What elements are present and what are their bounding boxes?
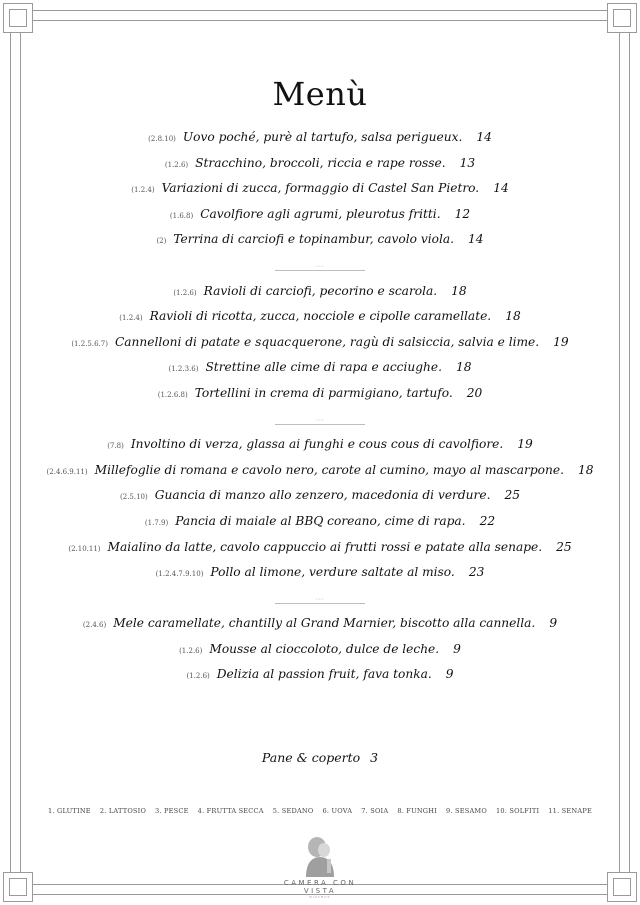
divider-ornament-icon <box>275 603 365 604</box>
allergen-legend-item: 5. SEDANO <box>272 807 314 815</box>
allergen-legend-item: 9. SESAMO <box>446 807 487 815</box>
menu-item <box>30 437 610 463</box>
item-price: 19 <box>553 334 569 349</box>
menu-item <box>30 616 610 642</box>
item-price: 14 <box>468 232 484 247</box>
menu-item <box>30 540 610 566</box>
item-price: 20 <box>466 385 483 400</box>
allergen-legend-item: 6. UOVA <box>322 807 353 815</box>
menu-item <box>30 667 610 693</box>
item-price: 18 <box>505 309 521 324</box>
allergen-legend-item: 8. FUNGHI <box>397 807 438 815</box>
item-allergens: (1.7.9) <box>144 518 169 527</box>
menu-item <box>30 565 610 591</box>
item-name: Cannelloni di patate e squacquerone, ragù di salsiccia, salvia e lime. <box>114 334 540 349</box>
brand-logo <box>270 835 370 899</box>
brand-tagline: BISTROT <box>309 895 331 899</box>
item-name: Uovo poché, purè al tartufo, salsa perigueux. <box>182 130 463 144</box>
item-allergens: (1.2.5.6.7) <box>71 339 108 348</box>
item-name: Variazioni di zucca, formaggio di Castel San Pietro. <box>161 181 480 196</box>
item-allergens: (2.4.6) <box>82 621 107 630</box>
item-allergens: (2.8.10) <box>148 135 176 143</box>
item-allergens: (1.6.8) <box>169 211 194 220</box>
item-name: Tortellini in crema di parmigiano, tartufo. <box>194 385 453 400</box>
item-price: 25 <box>504 488 520 503</box>
item-price: 22 <box>479 513 496 528</box>
menu-item <box>30 309 610 335</box>
corner-ornament-top-right <box>607 3 637 33</box>
item-name: Millefoglie di romana e cavolo nero, carote al cumino, mayo al mascarpone. <box>94 462 564 477</box>
brand-name: CAMERA CON VISTA <box>283 879 357 895</box>
corner-ornament-bottom-right <box>607 872 637 902</box>
item-name: Delizia al passion fruit, fava tonka. <box>216 667 432 682</box>
section-divider <box>30 591 610 617</box>
menu-item <box>30 463 610 489</box>
cover-label: Pane & coperto <box>261 750 361 765</box>
allergen-legend-item: 2. LATTOSIO <box>99 807 147 815</box>
item-price: 25 <box>556 539 572 554</box>
item-name: Pollo al limone, verdure saltate al miso. <box>210 565 455 580</box>
item-allergens: (1.2.6) <box>164 160 189 169</box>
item-allergens: (1.2.6.8) <box>157 390 188 399</box>
divider-ornament-icon <box>275 424 365 425</box>
item-allergens: (2.5.10) <box>120 493 148 502</box>
item-allergens: (7.8) <box>107 442 124 451</box>
page-title: Menù <box>272 75 368 114</box>
item-name: Maialino da latte, cavolo cappuccio ai frutti rossi e patate alla senape. <box>107 539 543 554</box>
item-allergens: (2.10.11) <box>68 544 101 553</box>
menu-item <box>30 181 610 207</box>
item-allergens: (1.2.6) <box>173 288 197 297</box>
item-price: 9 <box>549 616 558 631</box>
item-price: 14 <box>476 130 492 144</box>
item-name: Terrina di carciofi e topinambur, cavolo viola. <box>173 232 455 247</box>
menu-item <box>30 642 610 668</box>
item-name: Mousse al cioccoloto, dulce de leche. <box>209 641 440 656</box>
corner-ornament-bottom-left <box>3 872 33 902</box>
item-name: Guancia di manzo allo zenzero, macedonia di verdure. <box>154 488 491 503</box>
menu-list <box>30 130 610 693</box>
item-allergens: (1.2.6) <box>179 646 203 655</box>
item-allergens: (1.2.6) <box>186 672 210 681</box>
item-name: Strettine alle cime di rapa e acciughe. <box>205 360 442 375</box>
allergen-legend-item: 4. FRUTTA SECCA <box>197 807 264 815</box>
menu-item <box>30 488 610 514</box>
item-name: Cavolfiore agli agrumi, pleurotus fritti. <box>200 206 441 221</box>
item-name: Mele caramellate, chantilly al Grand Marnier, biscotto alla cannella. <box>113 616 536 631</box>
item-price: 9 <box>453 641 461 656</box>
allergen-legend-item: 10. SOLFITI <box>496 807 540 815</box>
item-allergens: (1.2.3.6) <box>168 365 199 374</box>
section-divider <box>30 258 610 284</box>
item-price: 18 <box>577 462 594 477</box>
allergen-legend <box>48 807 592 815</box>
allergen-legend-item: 3. PESCE <box>155 807 189 815</box>
menu-item <box>30 284 610 310</box>
item-price: 13 <box>459 155 476 170</box>
item-name: Stracchino, broccoli, riccia e rape rosse. <box>195 155 446 170</box>
allergen-legend-item: 7. SOIA <box>361 807 389 815</box>
item-name: Involtino di verza, glassa ai funghi e cous cous di cavolfiore. <box>130 437 504 452</box>
item-price: 18 <box>455 360 472 375</box>
menu-item <box>30 232 610 258</box>
item-allergens: (1.2.4) <box>119 314 143 323</box>
menu-item <box>30 386 610 412</box>
item-price: 14 <box>493 181 509 196</box>
allergen-legend-item: 1. GLUTINE <box>48 807 91 815</box>
portrait-logo-icon <box>300 835 340 877</box>
corner-ornament-top-left <box>3 3 33 33</box>
item-price: 18 <box>451 283 467 298</box>
item-allergens: (2) <box>156 237 167 246</box>
allergen-legend-item: 11. SENAPE <box>548 807 592 815</box>
item-allergens: (2.4.6.9.11) <box>46 467 88 476</box>
menu-item <box>30 130 610 156</box>
menu-item <box>30 335 610 361</box>
cover-price: 3 <box>370 750 379 765</box>
section-divider <box>30 412 610 438</box>
menu-item <box>30 156 610 182</box>
item-allergens: (1.2.4) <box>131 186 155 195</box>
item-price: 12 <box>454 206 471 221</box>
menu-item <box>30 514 610 540</box>
item-name: Pancia di maiale al BBQ coreano, cime di rapa. <box>175 513 466 528</box>
item-name: Ravioli di ricotta, zucca, nocciole e cipolle caramellate. <box>149 309 492 324</box>
item-price: 19 <box>517 437 533 452</box>
divider-ornament-icon <box>275 270 365 271</box>
menu-item <box>30 360 610 386</box>
item-price: 23 <box>468 565 485 580</box>
item-name: Ravioli di carciofi, pecorino e scarola. <box>203 283 438 298</box>
item-allergens: (1.2.4.7.9.10) <box>155 570 204 579</box>
menu-item <box>30 207 610 233</box>
cover-charge <box>0 750 640 765</box>
item-price: 9 <box>445 667 454 682</box>
